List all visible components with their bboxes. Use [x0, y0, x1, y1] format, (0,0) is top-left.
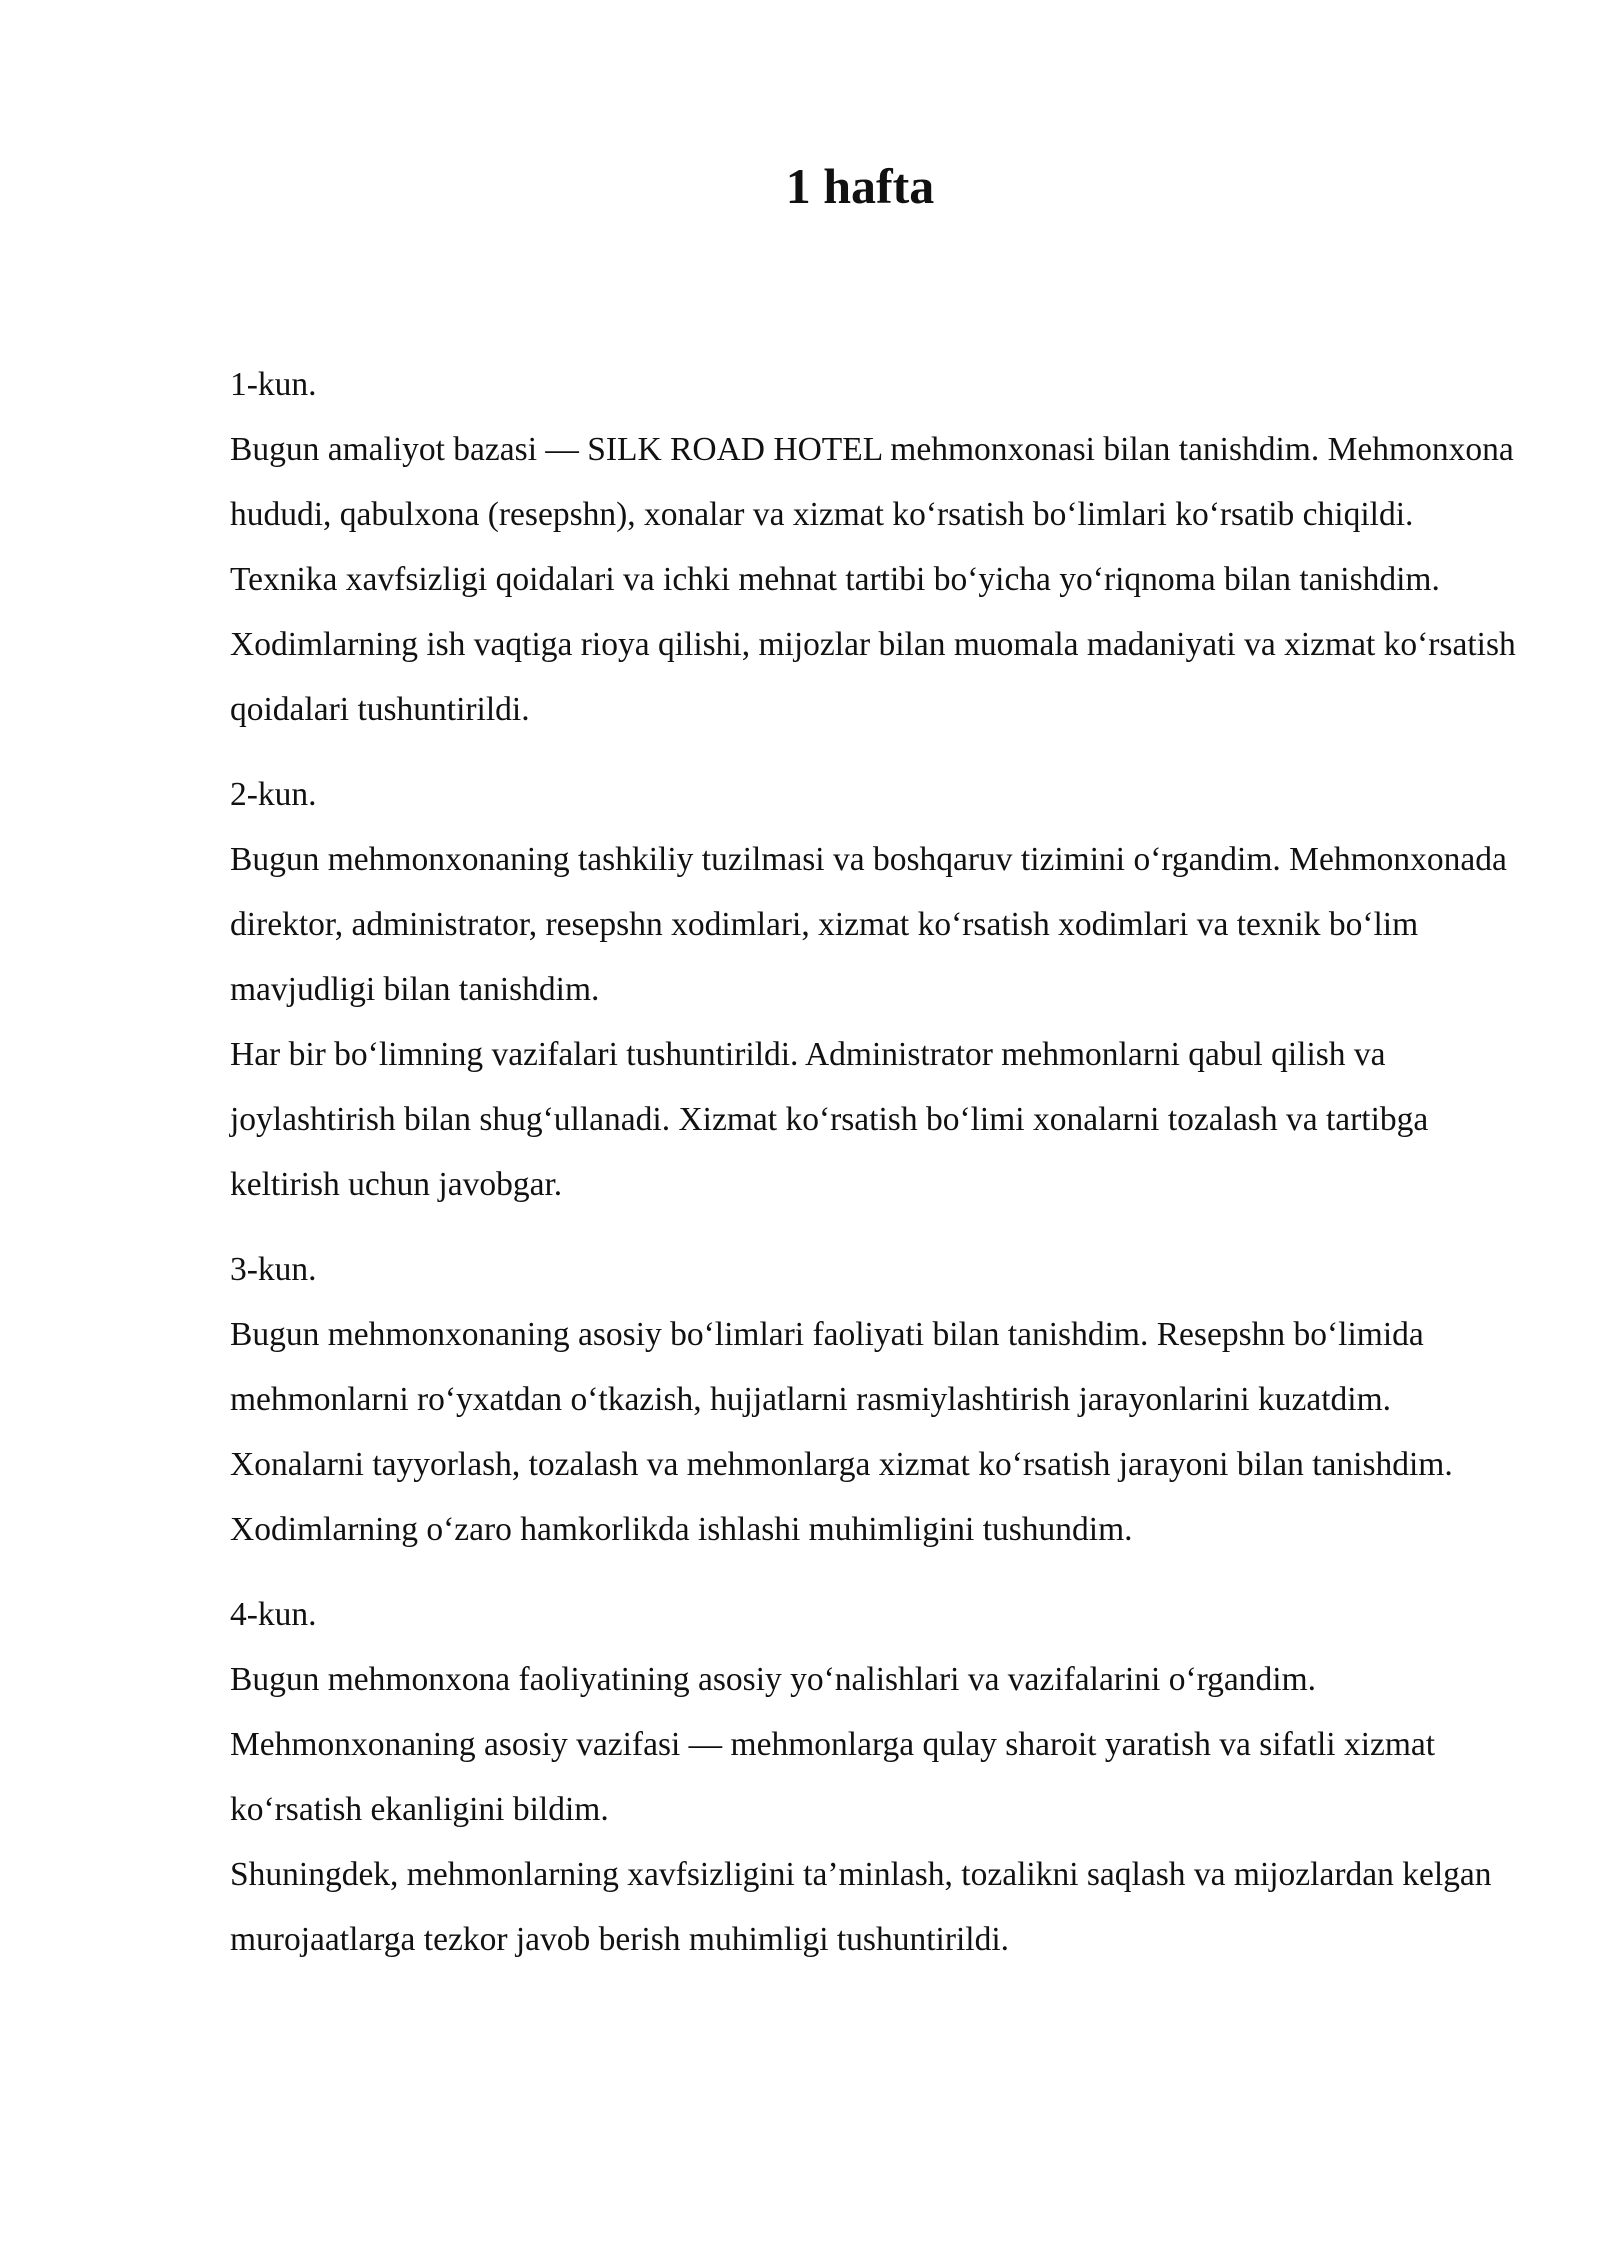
day-paragraph: Xonalarni tayyorlash, tozalash va mehmonlarga xizmat ko‘rsatish jarayoni bilan tanishdim. Xodimlarning o‘zaro hamkorlikda ishlashi muhimligini tushundim.	[230, 1446, 1453, 1548]
day-paragraph: Texnika xavfsizligi qoidalari va ichki mehnat tartibi bo‘yicha yo‘riqnoma bilan tanishdim. Xodimlarning ish vaqtiga rioya qilishi, mijozlar bilan muomala madaniyati va xizmat ko‘rsatish qoidalari tushuntirildi.	[230, 561, 1516, 728]
day-paragraph: Bugun amaliyot bazasi — SILK ROAD HOTEL mehmonxonasi bilan tanishdim. Mehmonxona hududi, qabulxona (resepshn), xonalar va xizmat ko‘rsatish bo‘limlari ko‘rsatib chiqildi.	[230, 431, 1514, 533]
day-entry-4	[230, 1582, 1530, 1972]
day-heading: 1-kun.	[230, 366, 317, 403]
day-entry-1	[230, 352, 1530, 742]
day-entry-2	[230, 762, 1530, 1217]
day-paragraph: Shuningdek, mehmonlarning xavfsizligini ta’minlash, tozalikni saqlash va mijozlardan kelgan murojaatlarga tezkor javob berish muhimligi tushuntirildi.	[230, 1856, 1492, 1958]
day-entry-3	[230, 1237, 1530, 1562]
day-heading: 3-kun.	[230, 1251, 317, 1288]
document-body	[230, 352, 1530, 1992]
page-title: 1 hafta	[785, 158, 935, 214]
day-heading: 2-kun.	[230, 776, 317, 813]
day-paragraph: Bugun mehmonxonaning tashkiliy tuzilmasi va boshqaruv tizimini o‘rgandim. Mehmonxonada direktor, administrator, resepshn xodimlari, xizmat ko‘rsatish xodimlari va texnik bo‘lim mavjudligi bilan tanishdim.	[230, 841, 1507, 1008]
day-paragraph: Har bir bo‘limning vazifalari tushuntirildi. Administrator mehmonlarni qabul qilish va joylashtirish bilan shug‘ullanadi. Xizmat ko‘rsatish bo‘limi xonalarni tozalash va tartibga keltirish uchun javobgar.	[230, 1036, 1429, 1203]
day-heading: 4-kun.	[230, 1596, 317, 1633]
day-paragraph: Bugun mehmonxonaning asosiy bo‘limlari faoliyati bilan tanishdim. Resepshn bo‘limida mehmonlarni ro‘yxatdan o‘tkazish, hujjatlarni rasmiylashtirish jarayonlarini kuzatdim.	[230, 1316, 1424, 1418]
day-paragraph: Bugun mehmonxona faoliyatining asosiy yo‘nalishlari va vazifalarini o‘rgandim. Mehmonxonaning asosiy vazifasi — mehmonlarga qulay sharoit yaratish va sifatli xizmat ko‘rsatish ekanligini bildim.	[230, 1661, 1436, 1828]
